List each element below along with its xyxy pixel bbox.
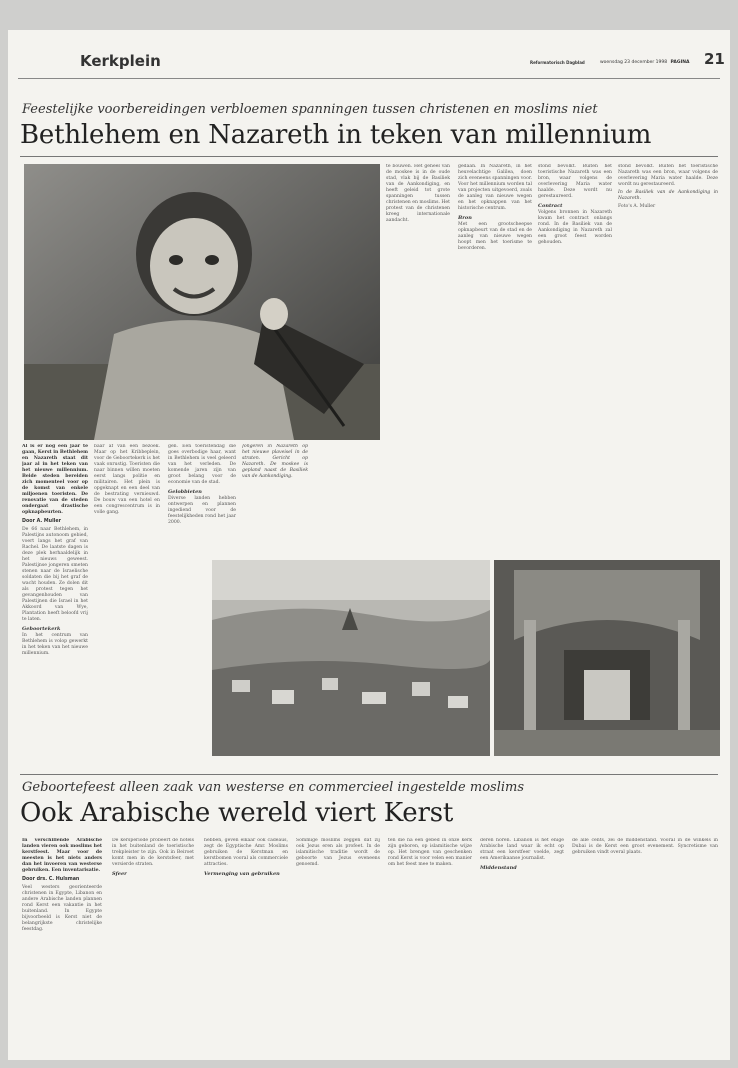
article2-column-1: [22, 838, 102, 1048]
article2-col4-body: Sommige moslims zeggen dat zij ook Jezus eren als profeet. In de islamitische traditie wordt de geboorte van Jezus eveneens genoemd.: [296, 838, 380, 867]
article1-col2-body: baar af van een bezoek. Maar op het Kribbeplein, voor de Geboortekerk is het vaak onrustig. Toeristen die naar binnen willen moeten eerst langs politie en militairen. Het plein is opgeknapt en een deel van de bestrating vernieuwd. De bouw van een hotel en een congrescentrum is in volle gang.: [94, 444, 160, 515]
article2-kicker: Geboortefeest alleen zaak van westerse en commercieel ingestelde moslims: [22, 780, 525, 795]
article1-photo-caption: In de Basiliek van de Aankondiging in Nazareth.: [618, 190, 718, 201]
article2-col5-body: ten die na een gebed in onze kerk zijn geboren, op islamitische wijze op. Het brengen van geschenken rond Kerst is voor velen een manier om het feest mee te maken.: [388, 838, 472, 867]
article1-byline: Door A. Muller: [22, 519, 61, 524]
article1-col7-subhead: Contract: [538, 203, 563, 209]
article2-col6-subhead: Middenstand: [480, 865, 517, 871]
issue-date: woensdag 23 december 1998 PAGINA: [600, 60, 690, 65]
newspaper-page: [8, 30, 730, 1060]
article2-col2-body: De kersperiode probeert de hotels in het buitenland de toeristische trekpleister te zijn. Ook in Beiroet komt men in de kerstsfeer, met versierde straten.: [112, 838, 194, 867]
article1-column-6: [458, 164, 532, 584]
article1-column-8: [618, 164, 718, 584]
article1-col1-body2: In het centrum van Bethlehem is volop gewerkt in het teken van het nieuwe millennium.: [22, 633, 88, 656]
page-number: 21: [704, 50, 725, 68]
article1-col7-body2: Volgens bronnen in Nazareth kwam het contract onlangs rond. In de Basiliek van de Aankondiging in Nazareth zal een groot feest worden gehouden.: [538, 210, 612, 245]
article1-col4-body: Jongeren in Nazareth op het nieuwe plaveisel in de straten. Gericht op Nazareth. De moskee is gepland naast de Basiliek van de Aankondiging.: [242, 444, 308, 479]
masthead: [18, 50, 725, 79]
article2-headline: Ook Arabische wereld viert Kerst: [20, 798, 454, 828]
article2-col3-subhead: Vermenging van gebruiken: [204, 871, 280, 877]
article1-column-1: [22, 444, 88, 774]
article1-kicker: Feestelijke voorbereidingen verbloemen spanningen tussen christenen en moslims niet: [22, 102, 598, 117]
article2-col2-subhead: Sfeer: [112, 871, 127, 877]
article2-col6-body: deren horen. Libanon is het enige Arabische land waar ik echt op straat een kerstfeer voelde, zegt een Amerikaanse journalist.: [480, 838, 564, 861]
article1-col3-body: gen. Een toeristendag die goes overbodige haar, want in Bethlehem is veel geleerd van het verleden. De komende jaren zijn van groot belang voor de economie van de stad.: [168, 444, 236, 485]
article1-col3-body2: Diverse landen hebben ontwerpen en plannen ingediend voor de feestelijkheden rond het jaar 2000.: [168, 496, 236, 525]
basilica-interior-photo: [494, 560, 720, 756]
article2-col7-body: de alle cents, zei de middenstand. Vooral in de winkels in Dubai is de Kerst een groot evenement. Syncretisme van gebruiken vindt overal plaats.: [572, 838, 718, 855]
article1-col7-body: stond bevolkt. Buiten het toeristische Nazareth was een bron, waar volgens de overlevering Maria water haalde. Deze wordt nu gerestaureerd.: [538, 164, 612, 199]
article2-col3-body: hebben, geven elkaar ook cadeaus, zegt de Egyptische Amr. Moslims gebruiken de Kerstman en kerstbomen vooral als commerciele attracties.: [204, 838, 288, 867]
article1-column-5: [386, 164, 450, 584]
article1-lead: Al is er nog een jaar te gaan, Kerst in Bethlehem en Nazareth staat dit jaar al in het teken van het nieuwe millennium. Beide steden bereiden zich momenteel voor op de komst van enkele miljoenen toeristen. De renovatie van de steden ondergaat drastische opknapbeurten.: [22, 444, 88, 515]
article-divider: [20, 774, 718, 775]
section-title: Kerkplein: [80, 52, 161, 70]
article2-byline: Door drs. C. Hulsman: [22, 877, 80, 882]
nazareth-city-photo: [212, 560, 490, 756]
article2-column-2: [112, 838, 194, 1048]
article1-col6-subhead: Bron: [458, 215, 472, 221]
article2-column-6: [480, 838, 564, 1048]
article1-column-2: [94, 444, 160, 774]
boy-with-umbrella-photo: [24, 164, 380, 440]
article2-column-7: [572, 838, 718, 1048]
article2-col1-body: Veel westers georienteerde christenen in Egypte, Libanon en andere Arabische landen plannen rond Kerst een vakantie in het buitenland. In Egypte bijvoorbeeld is Kerst niet de belangrijkste christelijke feestdag.: [22, 885, 102, 932]
article2-column-3: [204, 838, 288, 1048]
article1-col1-body: De 66 naar Bethlehem, in Palestijns autonoom gebied, voert langs het graf van Rachel. De laatste dagen is deze plek herhaaldelijk in het nieuws geweest. Palestijnse jongeren smeten stenen naar de Israelische soldaten die bij het graf de wacht houden. Ze dolen dit als protest tegen het gevangenhouden van Palestijnen die Israel in het Akkoord van Wye, Plantation heeft beloofd vrij te laten.: [22, 527, 88, 622]
publication-name: Reformatorisch Dagblad: [530, 60, 585, 65]
article1-col5-body: te bouwen. Het geheel van de moskee is in de oude stad, vlak bij de Basiliek van de Aankondiging, en heeft geleid tot grote spanningen tussen christenen en moslims. Het protest van de christenen kreeg internationale aandacht.: [386, 164, 450, 223]
article2-lead: In verschillende Arabische landen vieren ook moslims het kerstfeest. Maar voor de meesten is het niets anders dan het invoeren van westerse gebruiken. Een inventarisatie.: [22, 838, 102, 873]
article1-col8-body: stond bevolkt. Buiten het toeristische Nazareth was een bron, waar volgens de overlevering Maria water haalde. Deze wordt nu gerestaureerd.: [618, 164, 718, 187]
article1-col3-subhead: Gelobbieten: [168, 489, 202, 495]
article1-col1-subhead: Geboortekerk: [22, 626, 61, 632]
article1-col6-body2: Met een grootscheepse opknapbeurt van de stad en de aanleg van nieuwe wegen hoopt men het toerisme te bevorderen.: [458, 222, 532, 251]
article1-col6-body: gedaan. In Nazareth, in het heuvelachtige Galilea, doen zich eveneens spanningen voor. Voor het millennium worden tal van projecten uitgevoerd, zoals de aanleg van nieuwe wegen en het opknappen van het historische centrum.: [458, 164, 532, 211]
article1-headline: Bethlehem en Nazareth in teken van millennium: [20, 120, 652, 150]
article2-column-4: [296, 838, 380, 1048]
article1-column-7: [538, 164, 612, 584]
article2-column-5: [388, 838, 472, 1048]
divider: [20, 156, 718, 157]
article1-photo-credit: Foto's A. Muller: [618, 204, 656, 209]
